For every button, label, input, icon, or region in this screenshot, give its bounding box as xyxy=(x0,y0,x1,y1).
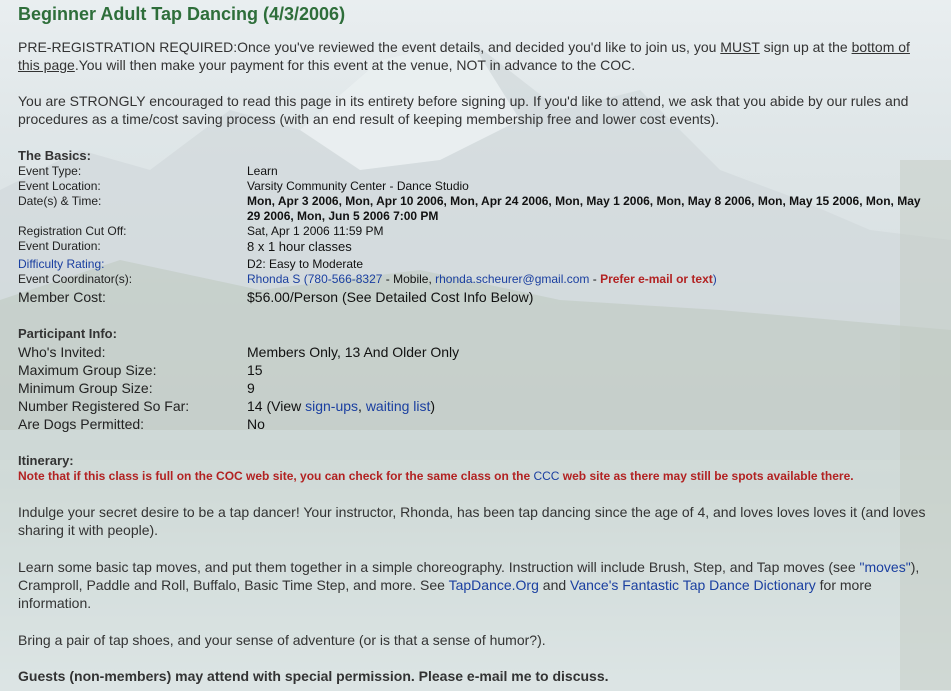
moves-link[interactable]: "moves" xyxy=(859,559,911,575)
cutoff-value: Sat, Apr 1 2006 11:59 PM xyxy=(247,224,384,238)
coordinator-phone-link[interactable]: 780-566-8327 xyxy=(307,272,383,286)
must-text: MUST xyxy=(720,39,760,55)
registered-comma: , xyxy=(358,398,366,414)
event-type-value: Learn xyxy=(247,164,278,178)
event-type-label: Event Type: xyxy=(18,164,82,178)
ccc-link[interactable]: CCC xyxy=(533,469,560,483)
itinerary-note xyxy=(18,469,854,483)
min-group-value: 9 xyxy=(247,380,255,396)
p2-text-c: and xyxy=(538,577,571,593)
coordinator-open: ( xyxy=(300,272,308,286)
note-text-2: web site as there may still be spots available there. xyxy=(559,469,854,483)
invited-label: Who's Invited: xyxy=(18,344,106,360)
participant-heading: Participant Info: xyxy=(18,326,117,341)
max-group-label: Maximum Group Size: xyxy=(18,362,157,378)
difficulty-rating-link[interactable]: Difficulty Rating: xyxy=(18,257,105,271)
max-group-value: 15 xyxy=(247,362,263,378)
coordinator-close: ) xyxy=(712,272,717,286)
waiting-list-link[interactable]: waiting list xyxy=(365,398,431,414)
min-group-label: Minimum Group Size: xyxy=(18,380,153,396)
dogs-value: No xyxy=(247,416,265,432)
coordinator-mobile: - Mobile, xyxy=(382,272,436,286)
prereg-text-2: sign up at the xyxy=(759,39,852,55)
guests-notice: Guests (non-members) may attend with special permission. Please e-mail me to discuss. xyxy=(18,668,609,684)
dogs-label: Are Dogs Permitted: xyxy=(18,416,145,432)
registered-close: ) xyxy=(430,398,436,414)
itinerary-paragraph-1: Indulge your secret desire to be a tap dancer! Your instructor, Rhonda, has been tap dancing since the age of 4, and loves loves loves it (and loves sharing it with people). xyxy=(18,504,926,538)
cost-value: $56.00/Person (See Detailed Cost Info Below) xyxy=(247,289,534,305)
coordinator-dash: - xyxy=(589,272,601,286)
p2-text-a: Learn some basic tap moves, and put them together in a simple choreography. Instruction will include Brush, Step, and Tap moves (see xyxy=(18,559,860,575)
coordinator-name-link[interactable]: Rhonda S xyxy=(247,272,301,286)
prereg-text: Once you've reviewed the event details, and decided you'd like to join us, you xyxy=(237,39,721,55)
registered-count: 14 (View xyxy=(247,398,306,414)
difficulty-value: D2: Easy to Moderate xyxy=(247,257,364,271)
coordinator-preference: Prefer e-mail or text xyxy=(600,272,713,286)
coordinator-email-link[interactable]: rhonda.scheurer@gmail.com xyxy=(435,272,590,286)
invited-value: Members Only, 13 And Older Only xyxy=(247,344,460,360)
duration-label: Event Duration: xyxy=(18,239,101,253)
dates-value: Mon, Apr 3 2006, Mon, Apr 10 2006, Mon, Apr 24 2006, Mon, May 1 2006, Mon, May 8 2006, Mon, May 15 2006, Mon, May 29 2006, Mon, Jun 5 2006 7:00 PM xyxy=(247,194,921,223)
itinerary-paragraph-3: Bring a pair of tap shoes, and your sense of adventure (or is that a sense of humor?). xyxy=(18,632,546,648)
basics-heading: The Basics: xyxy=(18,148,91,163)
prereg-label: PRE-REGISTRATION REQUIRED: xyxy=(18,39,238,55)
itinerary-heading: Itinerary: xyxy=(18,453,74,468)
coordinator-value xyxy=(247,272,927,287)
itinerary-paragraph-2 xyxy=(18,558,923,612)
registered-label: Number Registered So Far: xyxy=(18,398,190,414)
tapdance-org-link[interactable]: TapDance.Org xyxy=(448,577,539,593)
signups-link[interactable]: sign-ups xyxy=(305,398,359,414)
event-location-label: Event Location: xyxy=(18,179,101,193)
bottom-of-page-link[interactable]: bottom of this page xyxy=(18,39,910,73)
prereg-text-3: .You will then make your payment for this event at the venue, NOT in advance to the COC. xyxy=(74,57,636,73)
cutoff-label: Registration Cut Off: xyxy=(18,224,127,238)
dates-label: Date(s) & Time: xyxy=(18,194,102,208)
duration-value: 8 x 1 hour classes xyxy=(247,239,352,254)
cost-label: Member Cost: xyxy=(18,289,106,305)
registered-value xyxy=(247,397,927,415)
page-title: Beginner Adult Tap Dancing (4/3/2006) xyxy=(18,4,346,24)
p2-text-b: ), Cramproll, Paddle and Roll, Buffalo, Basic Time Step, and more. See xyxy=(18,559,920,593)
tap-dictionary-link[interactable]: Vance's Fantastic Tap Dance Dictionary xyxy=(570,577,816,593)
coordinator-label: Event Coordinator(s): xyxy=(18,272,133,286)
encourage-paragraph: You are STRONGLY encouraged to read this page in its entirety before signing up. If you'd like to attend, we ask that you abide by our rules and procedures as a time/cost saving process (with an end result of keeping membership free and lower cost events). xyxy=(18,93,909,127)
note-text: Note that if this class is full on the COC web site, you can check for the same class on the xyxy=(18,469,534,483)
event-location-value: Varsity Community Center - Dance Studio xyxy=(247,179,469,193)
prereg-notice xyxy=(18,38,923,74)
p2-text-d: for more information. xyxy=(18,577,872,611)
